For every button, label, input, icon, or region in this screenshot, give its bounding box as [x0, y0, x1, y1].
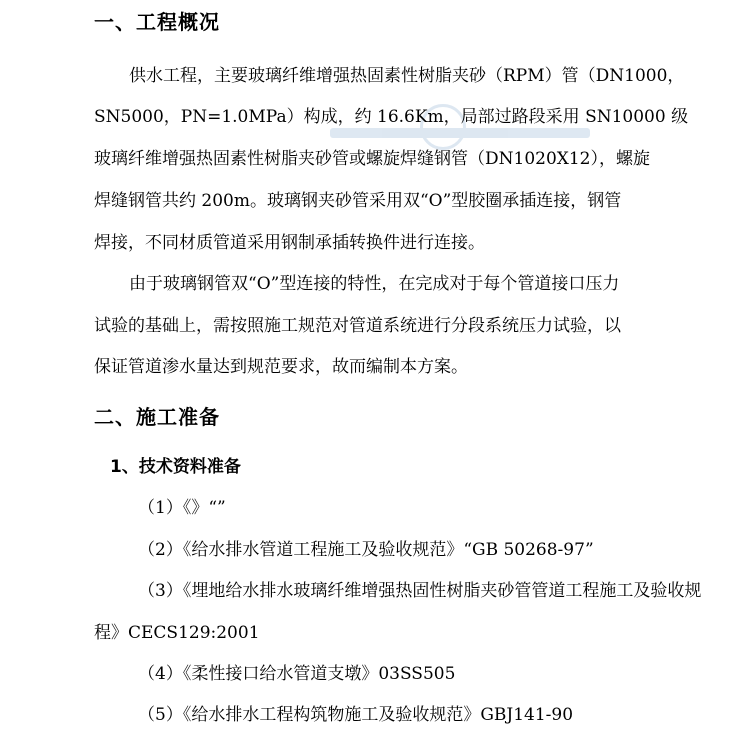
section-heading-overview: 一、工程概况 — [94, 10, 220, 34]
paragraph-line: 焊缝钢管共约 200m。玻璃钢夹砂管采用双“O”型胶圈承插连接，钢管 — [94, 191, 622, 211]
watermark-bar-shape — [330, 128, 590, 138]
section-heading-preparation: 二、施工准备 — [94, 405, 220, 429]
paragraph-line: SN5000，PN=1.0MPa）构成，约 16.6Km，局部过路段采用 SN10000 级 — [94, 107, 689, 127]
reference-item: （5）《给水排水工程构筑物施工及验收规范》GBJ141-90 — [138, 705, 574, 725]
reference-item-continuation: 程》CECS129:2001 — [94, 623, 260, 643]
paragraph-line: 供水工程，主要玻璃纤维增强热固素性树脂夹砂（RPM）管（DN1000， — [129, 66, 685, 86]
reference-item: （3）《埋地给水排水玻璃纤维增强热固性树脂夹砂管管道工程施工及验收规 — [138, 581, 702, 601]
paragraph-line: 焊接，不同材质管道采用钢制承插转换件进行连接。 — [94, 233, 485, 253]
paragraph-line: 试验的基础上，需按照施工规范对管道系统进行分段系统压力试验，以 — [94, 316, 621, 336]
subsection-heading-tech-docs: 1、技术资料准备 — [110, 457, 241, 477]
reference-item: （4）《柔性接口给水管道支墩》03SS505 — [138, 664, 456, 684]
reference-item: （1）《》“” — [138, 498, 226, 518]
reference-item: （2）《给水排水管道工程施工及验收规范》“GB 50268-97” — [138, 540, 594, 560]
paragraph-line: 保证管道渗水量达到规范要求，故而编制本方案。 — [94, 357, 468, 377]
paragraph-line: 玻璃纤维增强热固素性树脂夹砂管或螺旋焊缝钢管（DN1020X12），螺旋 — [94, 149, 651, 169]
paragraph-line: 由于玻璃钢管双“O”型连接的特性，在完成对于每个管道接口压力 — [129, 274, 620, 294]
